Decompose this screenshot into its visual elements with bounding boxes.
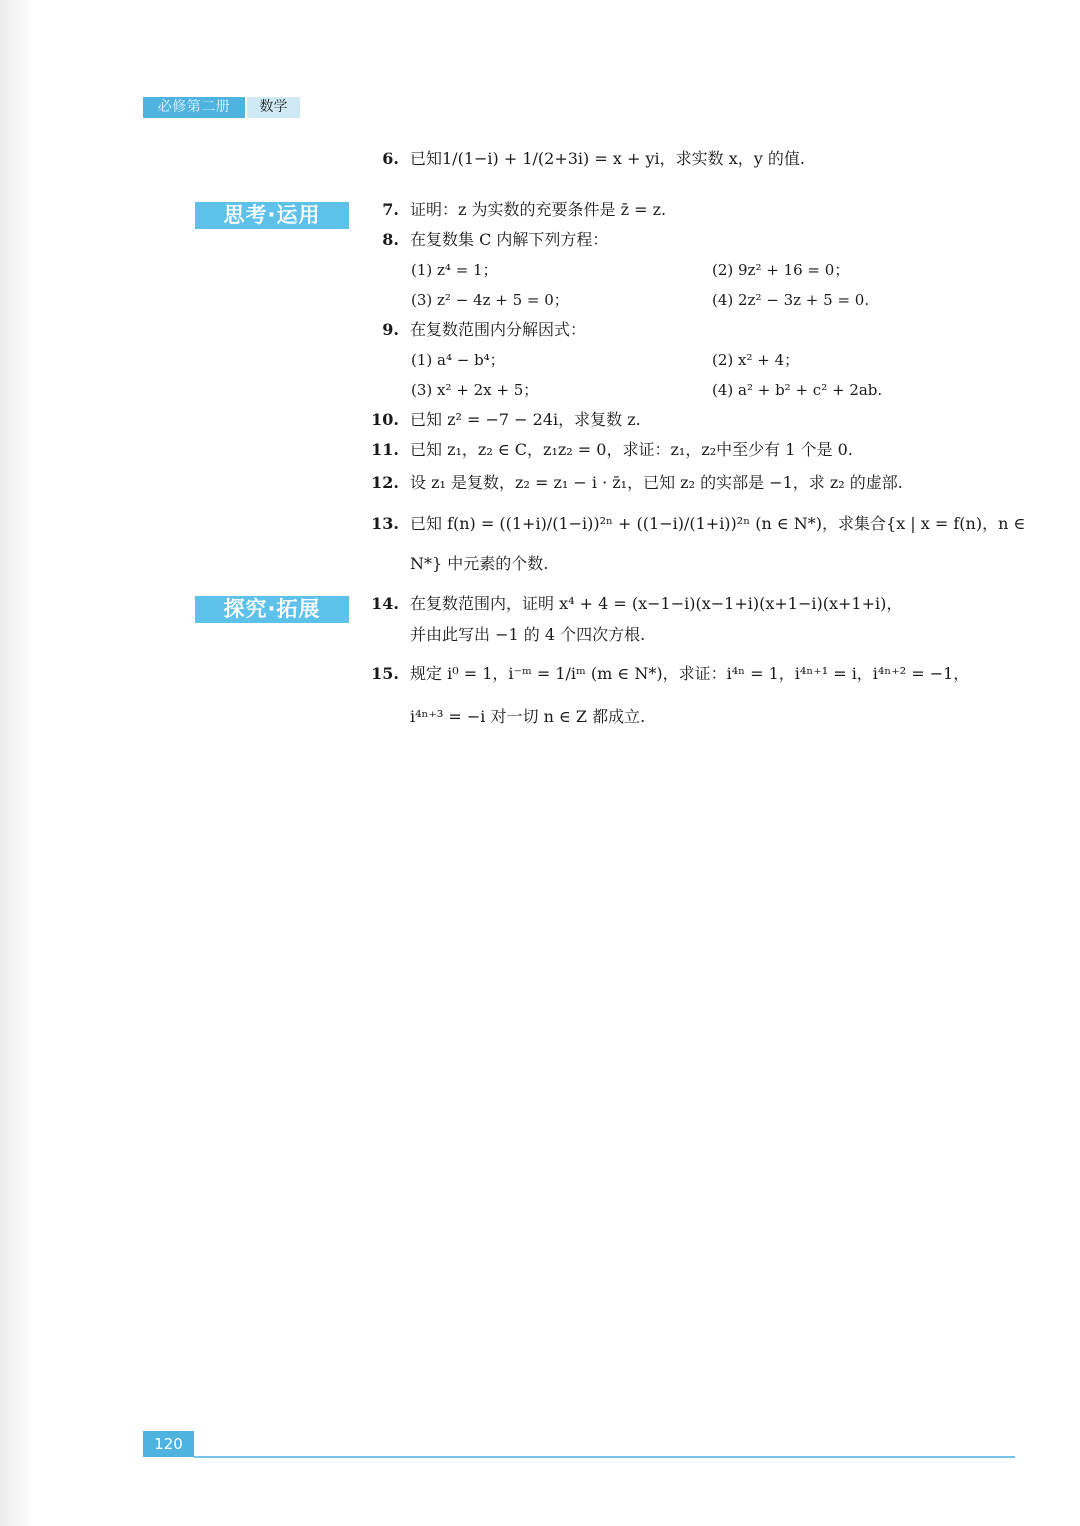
problem-number: 13. xyxy=(371,514,399,533)
sub-question: (3) x² + 2x + 5； xyxy=(411,381,539,399)
problem-number: 14. xyxy=(371,594,399,613)
problem-text: 已知1/(1−i) + 1/(2+3i) = x + yi，求实数 x，y 的值. xyxy=(410,149,805,168)
problem-text: 在复数范围内，证明 x⁴ + 4 = (x−1−i)(x−1+i)(x+1−i)(x+1+i)， xyxy=(410,594,903,613)
problem-text-continued: i⁴ⁿ⁺³ = −i 对一切 n ∈ Z 都成立. xyxy=(410,707,646,726)
sub-question: (3) z² − 4z + 5 = 0； xyxy=(411,291,569,309)
problem-number: 9. xyxy=(382,320,399,339)
sub-question: (1) z⁴ = 1； xyxy=(411,261,498,279)
problem-number: 10. xyxy=(371,410,399,429)
footer-divider xyxy=(194,1456,1015,1458)
book-title: 必修第二册 xyxy=(143,97,245,118)
page-binding-shadow xyxy=(0,0,34,1526)
page-number: 120 xyxy=(143,1431,194,1457)
problem-text: 在复数范围内分解因式： xyxy=(410,320,587,339)
sub-question: (2) x² + 4； xyxy=(712,351,800,369)
section-tag-explore-extend: 探究·拓展 xyxy=(195,596,349,623)
page-header xyxy=(143,97,300,118)
sub-question: (4) a² + b² + c² + 2ab. xyxy=(712,381,883,399)
problem-text: 证明：z 为实数的充要条件是 z̄ = z. xyxy=(410,200,667,219)
problem-text-continued: 并由此写出 −1 的 4 个四次方根. xyxy=(410,625,646,644)
subject-label: 数学 xyxy=(247,97,300,118)
problem-number: 8. xyxy=(382,230,399,249)
sub-question: (4) 2z² − 3z + 5 = 0. xyxy=(712,291,870,309)
problem-text: 规定 i⁰ = 1，i⁻ᵐ = 1/iᵐ (m ∈ N*)，求证：i⁴ⁿ = 1，i⁴ⁿ⁺¹ = i，i⁴ⁿ⁺² = −1， xyxy=(410,664,970,683)
problem-number: 6. xyxy=(382,149,399,168)
problem-text: 在复数集 C 内解下列方程： xyxy=(410,230,609,249)
problem-number: 12. xyxy=(371,473,399,492)
problem-text: 设 z₁ 是复数，z₂ = z₁ − i · z̄₁，已知 z₂ 的实部是 −1，求 z₂ 的虚部. xyxy=(410,473,903,492)
problem-text: 已知 f(n) = ((1+i)/(1−i))²ⁿ + ((1−i)/(1+i))²ⁿ (n ∈ N*)，求集合{x | x = f(n)，n ∈ xyxy=(410,514,1026,533)
sub-question: (1) a⁴ − b⁴； xyxy=(411,351,505,369)
problem-number: 7. xyxy=(382,200,399,219)
problem-text: 已知 z₁，z₂ ∈ C，z₁z₂ = 0，求证：z₁，z₂中至少有 1 个是 0. xyxy=(410,440,853,459)
sub-question: (2) 9z² + 16 = 0； xyxy=(712,261,850,279)
problem-text: 已知 z² = −7 − 24i，求复数 z. xyxy=(410,410,641,429)
section-tag-think-apply: 思考·运用 xyxy=(195,202,349,229)
problem-number: 15. xyxy=(371,664,399,683)
problem-number: 11. xyxy=(371,440,399,459)
problem-text-continued: N*} 中元素的个数. xyxy=(410,554,549,573)
